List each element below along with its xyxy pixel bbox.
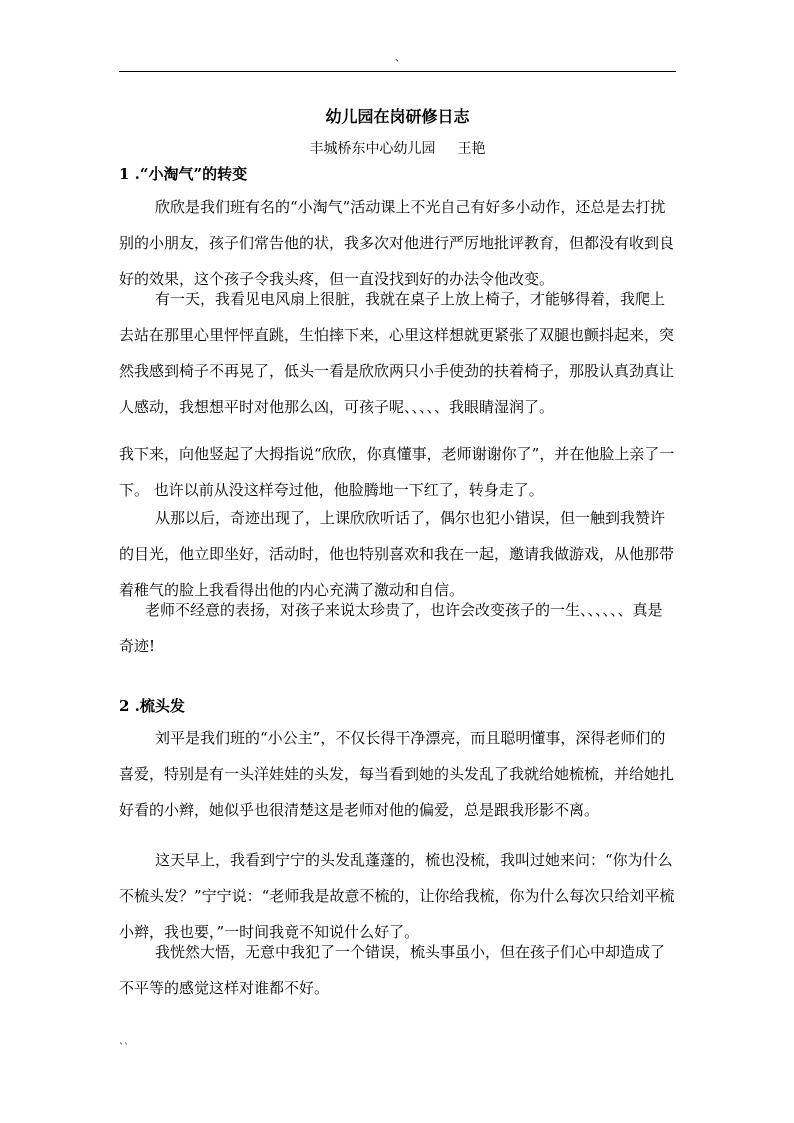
byline [119,140,676,158]
section-1-paragraph-2: 有一天，我看见电风扇上很脏，我就在桌子上放上椅子，才能够得着，我爬上去站在那里心里怦怦直跳，生怕摔下来，心里这样想就更紧张了双腿也颤抖起来，突然我感到椅子不再晃了，低头一看是欣欣两只小手使劲的扶着椅子，那股认真劲真让人感动，我想想平时对他那么凶，可孩子呢、、、、、我眼睛湿润了。 [119,290,675,416]
section-2-heading: 2 .梳头发 [119,697,185,715]
header-rule [119,71,676,72]
section-2-paragraph-2: 这天早上，我看到宁宁的头发乱蓬蓬的，梳也没梳，我叫过她来问：“你为什么不梳头发？”宁宁说：“老师我是故意不梳的，让你给我梳，你为什么每次只给刘平梳小辫，我也要，”一时间我竟不知说什么好了。 [119,851,675,941]
header-mark: 、 [395,53,405,64]
section-2-paragraph-3: 我恍然大悟，无意中我犯了一个错误，梳头事虽小，但在孩子们心中却造成了不平等的感觉这样对谁都不好。 [119,943,666,997]
section-1-paragraph-3: 我下来，向他竖起了大拇指说“欣欣，你真懂事，老师谢谢你了”，并在他脸上亲了一下。 也许以前从没这样夸过他，他脸腾地一下红了，转身走了。 [119,445,675,499]
footer-mark: `` [119,1043,129,1054]
author-name: 王艳 [457,141,486,157]
section-2-paragraph-1: 刘平是我们班的“小公主”，不仅长得干净漂亮，而且聪明懂事，深得老师们的喜爱，特别是有一头洋娃娃的头发，每当看到她的头发乱了我就给她梳梳，并给她扎好看的小辫，她似乎也很清楚这是老师对他的偏爱，总是跟我形影不离。 [119,729,675,819]
section-1-paragraph-1: 欣欣是我们班有名的“小淘气”活动课上不光自己有好多小动作，还总是去打扰别的小朋友，孩子们常告他的状，我多次对他进行严厉地批评教育，但都没有收到良好的效果，这个孩子令我头疼，但一直没找到好的办法令他改变。 [119,198,675,288]
document-title: 幼儿园在岗研修日志 [325,107,470,126]
school-name: 丰城桥东中心幼儿园 [309,141,436,157]
section-1-paragraph-4: 从那以后，奇迹出现了，上课欣欣听话了，偶尔也犯小错误，但一触到我赞许的目光，他立即坐好，活动时，他也特别喜欢和我在一起，邀请我做游戏，从他那带着稚气的脸上我看得出他的内心充满了激动和自信。 [119,509,675,599]
section-1-heading: 1 .“小淘气”的转变 [119,165,248,183]
section-1-paragraph-5: 老师不经意的表扬，对孩子来说太珍贵了，也许会改变孩子的一生、、、、、、真是奇迹! [119,601,663,655]
